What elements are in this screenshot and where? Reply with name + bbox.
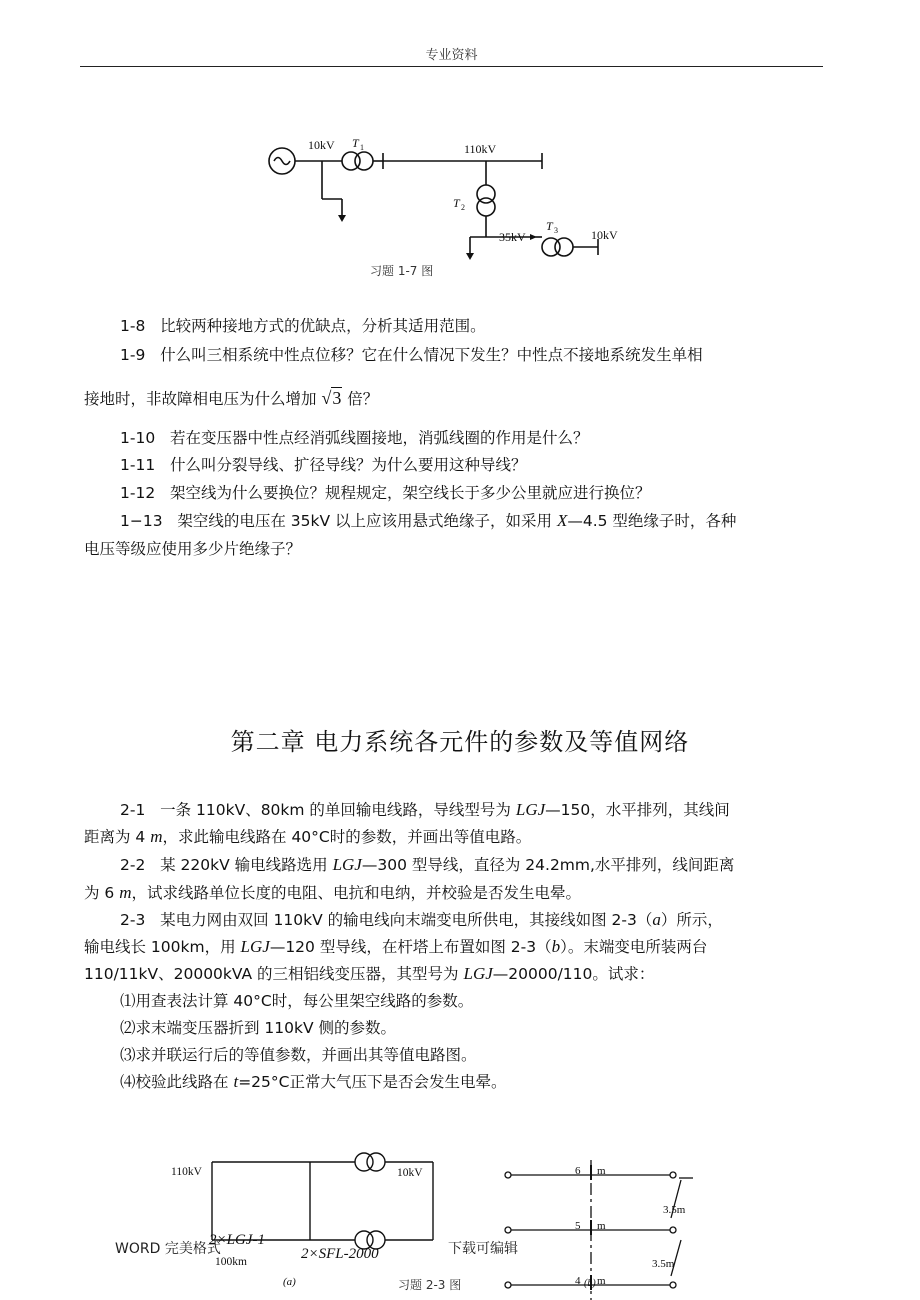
label-110kv-a: 110kV bbox=[171, 1166, 202, 1178]
sqrt-3: √3 bbox=[321, 388, 342, 408]
question-1-9-cont: 接地时，非故障相电压为什么增加 √3 倍？ bbox=[84, 388, 379, 408]
question-1-13-cont: 电压等级应使用多少片绝缘子？ bbox=[84, 540, 302, 558]
question-2-2: 2-2 某 220kV 输电线路选用 LGJ—300 型导线，直径为 24.2mm,水平排列，线间距离 bbox=[120, 855, 735, 874]
label-t2: T bbox=[453, 196, 460, 210]
label-10kv-a: 10kV bbox=[397, 1167, 423, 1179]
label-100km: 100km bbox=[215, 1256, 247, 1268]
label-t1-sub: 1 bbox=[360, 143, 364, 152]
question-1-12: 1-12 架空线为什么要换位？规程规定，架空线长于多少公里就应进行换位？ bbox=[120, 484, 651, 502]
question-2-3-line3: 110/11kV、20000kVA 的三相铝线变压器，其型号为 LGJ—20000/110。试求： bbox=[84, 964, 655, 983]
conductor-2 bbox=[505, 1227, 511, 1233]
label-a: (a) bbox=[283, 1276, 296, 1288]
chapter-title: 第二章 电力系统各元件的参数及等值网络 bbox=[230, 728, 690, 756]
label-m3: m bbox=[597, 1275, 606, 1287]
conductor-3 bbox=[505, 1282, 511, 1288]
label-3-5m-lower: 3.5m bbox=[652, 1258, 675, 1270]
question-1-10: 1-10 若在变压器中性点经消弧线圈接地，消弧线圈的作用是什么？ bbox=[120, 429, 589, 447]
label-m1: m bbox=[597, 1165, 606, 1177]
label-10kv-load: 10kV bbox=[591, 228, 618, 242]
question-2-2-cont: 为 6 m，试求线路单位长度的电阻、电抗和电纳，并校验是否发生电晕。 bbox=[84, 883, 582, 902]
label-5m: 5 bbox=[575, 1220, 581, 1232]
question-1-8: 1-8 比较两种接地方式的优缺点，分析其适用范围。 bbox=[120, 317, 486, 335]
label-110kv: 110kV bbox=[464, 142, 497, 156]
label-10kv-gen: 10kV bbox=[308, 138, 335, 152]
question-1-9: 1-9 什么叫三相系统中性点位移？它在什么情况下发生？中性点不接地系统发生单相 bbox=[120, 346, 703, 364]
label-t3-sub: 3 bbox=[554, 226, 558, 235]
header-text: 专业资料 bbox=[425, 48, 478, 63]
figure-2-3a-diagram bbox=[165, 1140, 455, 1295]
label-sfl: 2×SFL-2000 bbox=[301, 1246, 379, 1262]
question-2-1: 2-1 一条 110kV、80km 的单回输电线路，导线型号为 LGJ—150，水平排列，其线间 bbox=[120, 800, 730, 819]
label-35kv: 35kV bbox=[499, 230, 526, 244]
label-t3: T bbox=[546, 219, 553, 233]
figure-1-7-caption: 习题 1-7 图 bbox=[370, 264, 434, 278]
label-t2-sub: 2 bbox=[461, 203, 465, 212]
figure-2-3b-diagram bbox=[495, 1150, 715, 1300]
question-2-3-sub3: ⑶求并联运行后的等值参数，并画出其等值电路图。 bbox=[120, 1046, 477, 1064]
footer-left: WORD 完美格式 bbox=[115, 1241, 221, 1257]
conductor-1 bbox=[505, 1172, 511, 1178]
label-line-type: 2×LGJ-1 bbox=[209, 1232, 265, 1248]
label-4m: 4 bbox=[575, 1275, 581, 1287]
label-m2: m bbox=[597, 1220, 606, 1232]
label-b: (b) bbox=[584, 1278, 596, 1289]
figure-1-7-diagram bbox=[260, 125, 640, 265]
question-2-3-sub2: ⑵求末端变压器折到 110kV 侧的参数。 bbox=[120, 1019, 397, 1037]
footer-right: 下载可编辑 bbox=[448, 1241, 518, 1257]
question-2-3-sub4: ⑷校验此线路在 t=25°C正常大气压下是否会发生电晕。 bbox=[120, 1072, 507, 1091]
label-t1: T bbox=[352, 136, 359, 150]
figure-2-3-caption: 习题 2-3 图 bbox=[398, 1278, 462, 1292]
question-2-3-sub1: ⑴用查表法计算 40°C时，每公里架空线路的参数。 bbox=[120, 992, 474, 1010]
question-1-11: 1-11 什么叫分裂导线、扩径导线？为什么要用这种导线？ bbox=[120, 456, 527, 474]
label-6m: 6 bbox=[575, 1165, 581, 1177]
page-header bbox=[80, 40, 823, 67]
question-1-13: 1−13 架空线的电压在 35kV 以上应该用悬式绝缘子，如采用 X—4.5 型绝缘子时，各种 bbox=[120, 511, 737, 530]
question-2-3: 2-3 某电力网由双回 110kV 的输电线向末端变电所供电，其接线如图 2-3（a）所示， bbox=[120, 910, 723, 929]
label-3-5m-upper: 3.5m bbox=[663, 1204, 686, 1216]
question-2-1-cont: 距离为 4 m，求此输电线路在 40°C时的参数，并画出等值电路。 bbox=[84, 827, 532, 846]
question-2-3-line2: 输电线长 100km，用 LGJ—120 型导线，在杆塔上布置如图 2-3（b）。末端变电所装两台 bbox=[84, 937, 708, 956]
